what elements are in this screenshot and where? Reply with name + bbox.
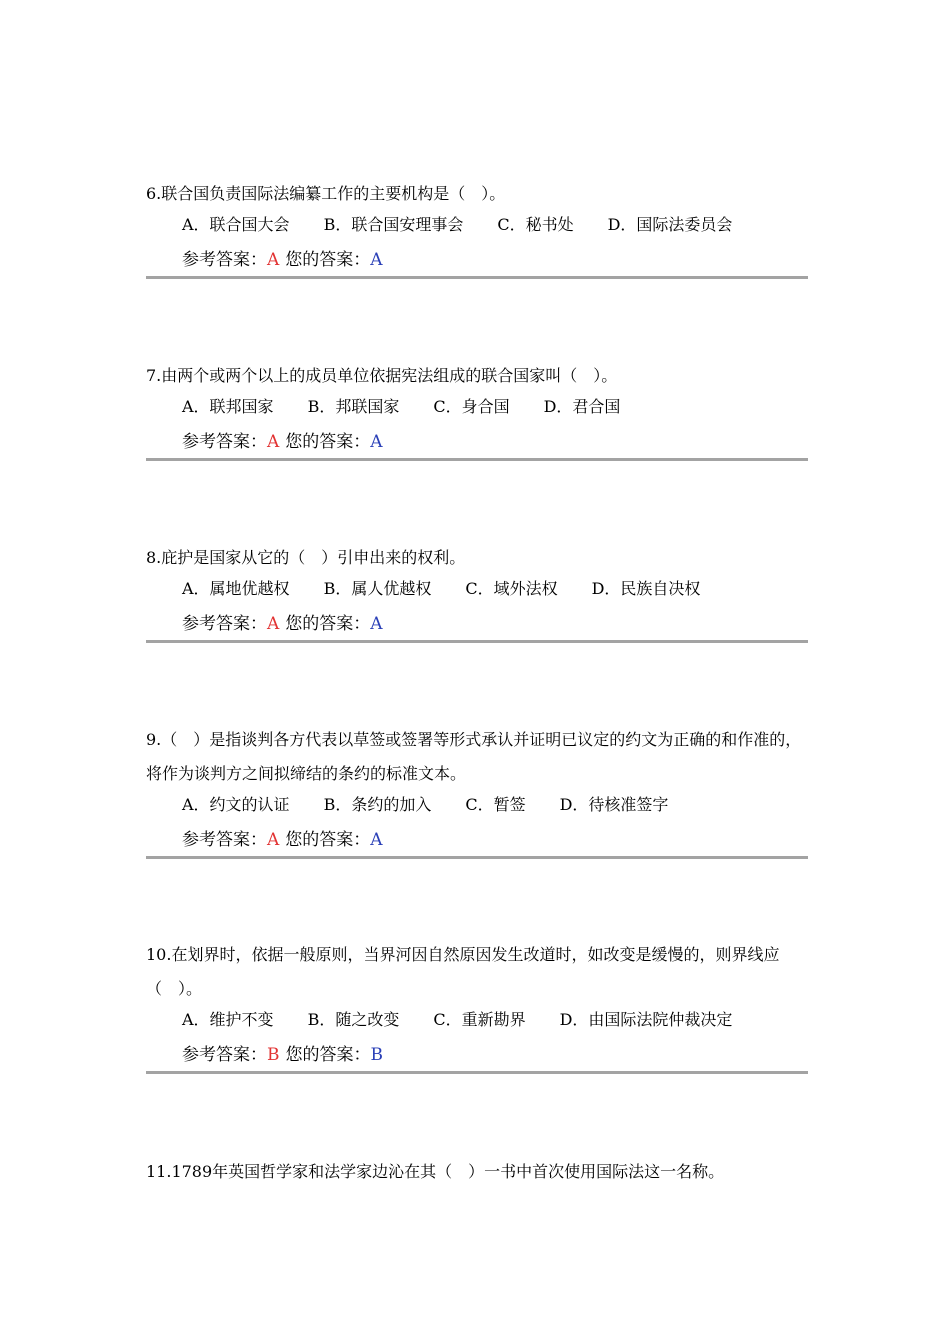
your-answer-value: B <box>370 1045 383 1065</box>
divider <box>146 458 808 461</box>
options-row <box>182 576 808 602</box>
divider <box>146 856 808 859</box>
your-answer-label: 您的答案： <box>285 432 371 452</box>
option-d: D．待核准签字 <box>559 795 669 814</box>
ref-answer-value: A <box>267 614 280 634</box>
question-9 <box>146 723 808 859</box>
answer-row <box>182 428 808 456</box>
option-b: B．条约的加入 <box>323 795 432 814</box>
ref-answer-value: A <box>267 432 280 452</box>
options-row <box>182 212 808 238</box>
question-stem: 8.庇护是国家从它的（ ）引申出来的权利。 <box>146 548 466 567</box>
option-d: D．国际法委员会 <box>607 215 733 234</box>
option-a: A．约文的认证 <box>182 795 290 814</box>
your-answer-label: 您的答案： <box>285 1045 371 1065</box>
option-c: C．身合国 <box>433 397 510 416</box>
option-d: D．君合国 <box>543 397 621 416</box>
question-stem: 6.联合国负责国际法编纂工作的主要机构是（ ）。 <box>146 184 506 203</box>
option-b: B．邦联国家 <box>307 397 400 416</box>
ref-answer-label: 参考答案： <box>182 830 267 850</box>
ref-answer-label: 参考答案： <box>182 1045 267 1065</box>
options-row <box>182 394 808 420</box>
your-answer-value: A <box>370 250 383 270</box>
divider <box>146 1071 808 1074</box>
option-a: A．联合国大会 <box>182 215 290 234</box>
your-answer-value: A <box>370 432 383 452</box>
answer-row <box>182 610 808 638</box>
answer-row <box>182 1041 808 1069</box>
your-answer-label: 您的答案： <box>285 250 371 270</box>
answer-row <box>182 826 808 854</box>
option-a: A．维护不变 <box>182 1010 274 1029</box>
divider <box>146 276 808 279</box>
question-stem: 11.1789年英国哲学家和法学家边沁在其（ ）一书中首次使用国际法这一名称。 <box>146 1162 725 1181</box>
option-c: C．暂签 <box>465 795 526 814</box>
option-a: A．属地优越权 <box>182 579 290 598</box>
ref-answer-value: B <box>267 1045 280 1065</box>
question-stem: 7.由两个或两个以上的成员单位依据宪法组成的联合国家叫（ ）。 <box>146 366 618 385</box>
option-d: D．民族自决权 <box>591 579 701 598</box>
option-a: A．联邦国家 <box>182 397 274 416</box>
question-8 <box>146 541 808 643</box>
question-stem: 10.在划界时，依据一般原则，当界河因自然原因发生改道时，如改变是缓慢的，则界线应（ ）。 <box>146 945 780 998</box>
options-row <box>182 1007 808 1033</box>
your-answer-value: A <box>370 830 383 850</box>
option-c: C．重新勘界 <box>433 1010 526 1029</box>
option-c: C．域外法权 <box>465 579 558 598</box>
question-11 <box>146 1155 808 1189</box>
option-b: B．随之改变 <box>307 1010 400 1029</box>
option-c: C．秘书处 <box>497 215 574 234</box>
option-b: B．属人优越权 <box>323 579 432 598</box>
divider <box>146 640 808 643</box>
question-6 <box>146 177 808 279</box>
ref-answer-label: 参考答案： <box>182 432 267 452</box>
answer-row <box>182 246 808 274</box>
question-7 <box>146 359 808 461</box>
ref-answer-value: A <box>267 250 280 270</box>
option-b: B．联合国安理事会 <box>323 215 464 234</box>
option-d: D．由国际法院仲裁决定 <box>559 1010 733 1029</box>
question-10 <box>146 938 808 1074</box>
ref-answer-value: A <box>267 830 280 850</box>
ref-answer-label: 参考答案： <box>182 614 267 634</box>
question-stem: 9.（ ）是指谈判各方代表以草签或签署等形式承认并证明已议定的约文为正确的和作准的，将作为谈判方之间拟缔结的条约的标准文本。 <box>146 730 802 783</box>
your-answer-label: 您的答案： <box>285 614 371 634</box>
options-row <box>182 792 808 818</box>
your-answer-value: A <box>370 614 383 634</box>
ref-answer-label: 参考答案： <box>182 250 267 270</box>
your-answer-label: 您的答案： <box>285 830 371 850</box>
